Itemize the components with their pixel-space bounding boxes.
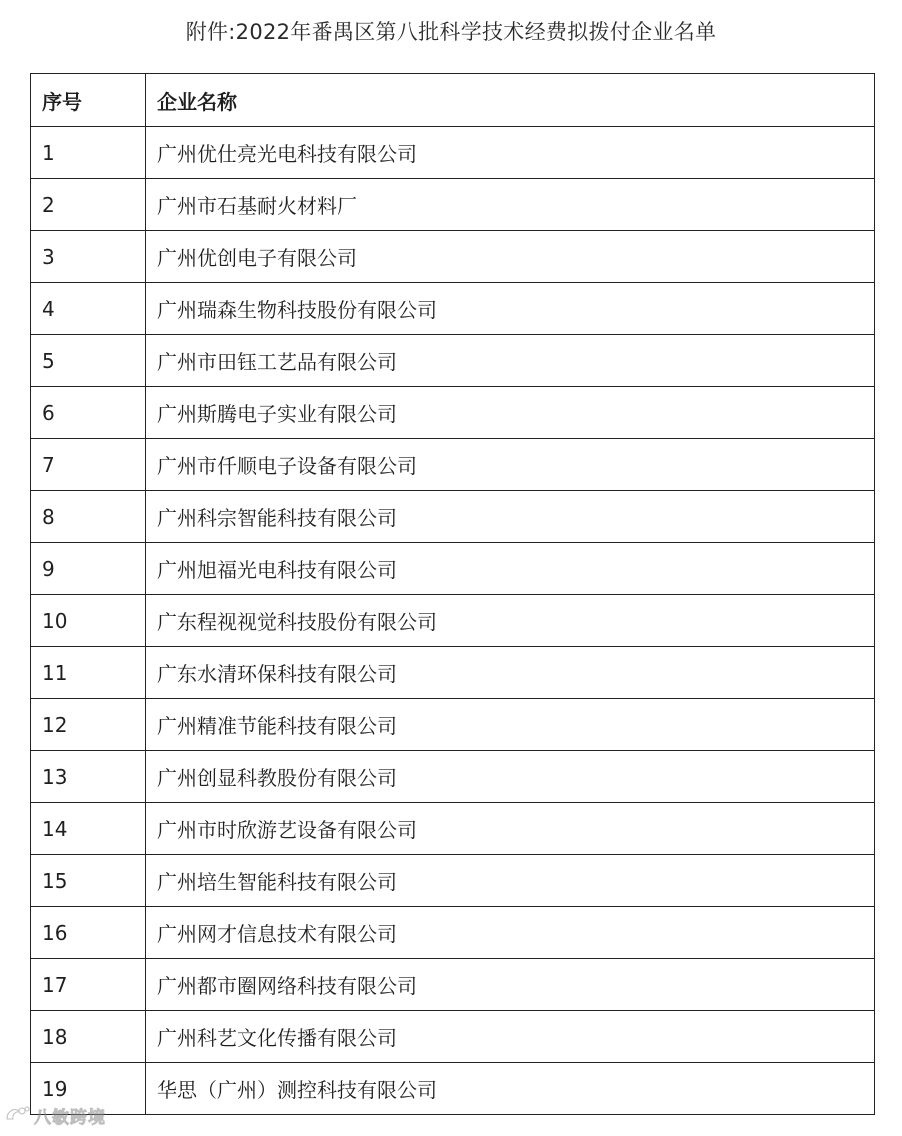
table-row: [31, 1011, 875, 1063]
company-name-cell: 广东程视视觉科技股份有限公司: [146, 595, 875, 647]
serial-number-cell: 16: [31, 907, 146, 959]
serial-number-cell: 13: [31, 751, 146, 803]
company-name-cell: 广州优创电子有限公司: [146, 231, 875, 283]
serial-number-cell: 8: [31, 491, 146, 543]
watermark-text: 八敏跨境: [34, 1107, 106, 1128]
table-row: [31, 387, 875, 439]
table-row: [31, 803, 875, 855]
table-header-row: [31, 74, 875, 127]
table-row: [31, 855, 875, 907]
company-name-cell: 广州精准节能科技有限公司: [146, 699, 875, 751]
serial-number-cell: 2: [31, 179, 146, 231]
logo-icon: [4, 1104, 30, 1126]
company-name-cell: 广州科艺文化传播有限公司: [146, 1011, 875, 1063]
company-name-cell: 广州旭福光电科技有限公司: [146, 543, 875, 595]
table-row: [31, 1063, 875, 1115]
serial-number-cell: 9: [31, 543, 146, 595]
company-name-cell: 广州市时欣游艺设备有限公司: [146, 803, 875, 855]
company-name-cell: 广州都市圈网络科技有限公司: [146, 959, 875, 1011]
company-name-cell: 广州市石基耐火材料厂: [146, 179, 875, 231]
table-row: [31, 647, 875, 699]
table-row: [31, 491, 875, 543]
table-row: [31, 699, 875, 751]
watermark: [4, 1100, 106, 1130]
company-name-cell: 广州创显科教股份有限公司: [146, 751, 875, 803]
serial-number-cell: 17: [31, 959, 146, 1011]
table-row: [31, 907, 875, 959]
table-row: [31, 335, 875, 387]
serial-number-cell: 6: [31, 387, 146, 439]
company-name-cell: 广州斯腾电子实业有限公司: [146, 387, 875, 439]
serial-number-cell: 3: [31, 231, 146, 283]
company-name-cell: 广州科宗智能科技有限公司: [146, 491, 875, 543]
serial-number-cell: 10: [31, 595, 146, 647]
table-row: [31, 231, 875, 283]
table-row: [31, 127, 875, 179]
company-name-cell: 华思（广州）测控科技有限公司: [146, 1063, 875, 1115]
company-name-cell: 广州优仕亮光电科技有限公司: [146, 127, 875, 179]
serial-number-cell: 4: [31, 283, 146, 335]
header-company-name: 企业名称: [146, 74, 875, 127]
table-row: [31, 751, 875, 803]
company-name-cell: 广州瑞森生物科技股份有限公司: [146, 283, 875, 335]
serial-number-cell: 14: [31, 803, 146, 855]
company-name-cell: 广州市仟顺电子设备有限公司: [146, 439, 875, 491]
serial-number-cell: 12: [31, 699, 146, 751]
company-name-cell: 广州培生智能科技有限公司: [146, 855, 875, 907]
company-name-cell: 广州网才信息技术有限公司: [146, 907, 875, 959]
company-list-table: [30, 73, 874, 1115]
header-serial-number: 序号: [31, 74, 146, 127]
serial-number-cell: 18: [31, 1011, 146, 1063]
table-body: [31, 127, 875, 1115]
table-row: [31, 595, 875, 647]
serial-number-cell: 19: [31, 1063, 146, 1115]
table-row: [31, 543, 875, 595]
company-name-cell: 广东水清环保科技有限公司: [146, 647, 875, 699]
company-name-cell: 广州市田钰工艺品有限公司: [146, 335, 875, 387]
serial-number-cell: 1: [31, 127, 146, 179]
table-row: [31, 439, 875, 491]
serial-number-cell: 5: [31, 335, 146, 387]
serial-number-cell: 11: [31, 647, 146, 699]
serial-number-cell: 15: [31, 855, 146, 907]
page-title: 附件:2022年番禺区第八批科学技术经费拟拨付企业名单: [185, 20, 717, 44]
table-row: [31, 179, 875, 231]
serial-number-cell: 7: [31, 439, 146, 491]
table-row: [31, 283, 875, 335]
table-row: [31, 959, 875, 1011]
